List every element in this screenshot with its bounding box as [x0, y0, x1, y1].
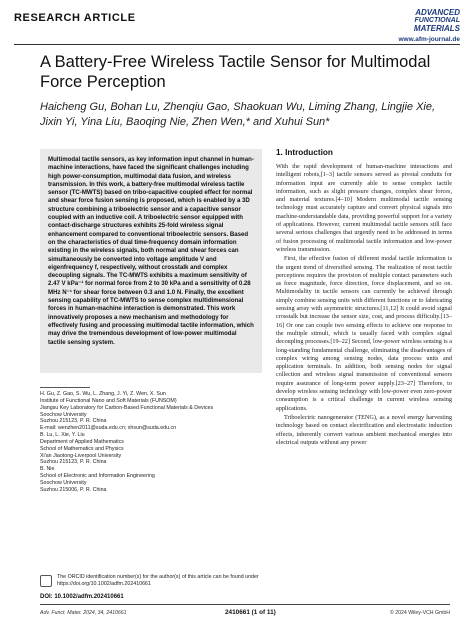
affiliations [40, 391, 265, 494]
doi-line[interactable]: DOI: 10.1002/adfm.202410661 [40, 594, 124, 600]
affiliation-line: Suzhou 215006, P. R. China [40, 486, 107, 493]
article-title: A Battery-Free Wireless Tactile Sensor for Multimodal Force Perception [40, 53, 431, 91]
author-list: Haicheng Gu, Bohan Lu, Zhenqiu Gao, Shaokuan Wu, Liming Zhang, Lingjie Xie, Jixin Yi, Yina Liu, Baoqing Nie, Zhen Wen,* and Xuhui Sun* [40, 101, 436, 128]
journal-url-link[interactable]: www.afm-journal.de [398, 36, 460, 43]
affiliation-line: H. Gu, Z. Gao, S. Wu, L. Zhang, J. Yi, Z. Wen, X. Sun [40, 391, 166, 397]
affiliation-line: Soochow University [40, 411, 87, 418]
affiliation-line: Institute of Functional Nano and Soft Materials (FUNSOM) [40, 397, 177, 404]
orcid-note-text[interactable]: The ORCID identification number(s) for the author(s) of this article can be found under https://doi.org/10.1002/adfm.202410661 [57, 574, 259, 587]
journal-name-line1: ADVANCED [415, 8, 460, 17]
affiliation-line: School of Electronic and Information Engineering [40, 473, 155, 480]
journal-name-line3: MATERIALS [413, 24, 460, 33]
abstract-text: Multimodal tactile sensors, as key information input channel in human-machine interactions, have faced the significant challenges including high power-consumption, multimodal data fusion, and wireless transmission. In this work, a battery-free multimodal wireless tactile sensor (TC-MWTS) based on tribo-capacitive coupled effect for normal and shear force fusion sensing is proposed, which is enabled by a 3D structure combining a triboelectric sensor and a capacitive sensor coupled with an inductive coil. A triboelectric sensor equipped with contact-discharge structures exhibits 25-fold wireless signal enhancement compared to conventional triboelectric sensors. Based on the characteristics of dual time-frequency domain information existing in the wireless signals, both normal and shear forces can simultaneously be converted into voltage amplitude V and eigenfrequency f, respectively, without crosstalk and complex decoupling signals. The TC-MWTS exhibits a maximum sensitivity of 2.47 V kPa⁻¹ for normal force from 2 to 30 kPa and a sensitivity of 0.28 MHz N⁻¹ for shear force between 0.3 and 1.0 N. Finally, the excellent sensing capability of TC-MWTS to sense complex multidimensional forces in human-machine interaction is demonstrated. This work innovatively proposes a new mechanism and methodology for effectively fusing and processing multimodal tactile information, which may drive the tremendous development of low-power multimodal tactile sensing system. [48, 156, 254, 346]
affiliation-line: Suzhou 215123, P. R. China [40, 418, 107, 425]
email-line[interactable]: E-mail: wenzhen2011@suda.edu.cn; xhsun@suda.edu.cn [40, 425, 177, 432]
introduction-section [276, 148, 452, 447]
affiliation-line: Soochow University [40, 479, 87, 486]
orcid-note [40, 574, 265, 588]
article-type-label: RESEARCH ARTICLE [14, 12, 136, 24]
affiliation-line: Jiangsu Key Laboratory for Carbon-Based Functional Materials & Devices [40, 404, 214, 411]
affiliation-line: Department of Applied Mathematics [40, 438, 124, 445]
journal-name-line2: FUNCTIONAL [414, 17, 460, 24]
intro-paragraph-3: Triboelectric nanogenerator (TENG), as a novel energy harvesting technology based on contact electrification and electrostatic induction effects, inherently convert various ambient mechanical energies into electrical outputs without any power [276, 413, 452, 446]
citation-text: Adv. Funct. Mater. 2024, 34, 2410661 [40, 610, 127, 616]
journal-logo[interactable] [398, 8, 460, 43]
affiliation-line: Suzhou 215123, P. R. China [40, 459, 107, 466]
affiliation-divider [40, 387, 90, 388]
affiliation-line: Xi'an Jiaotong-Liverpool University [40, 452, 122, 459]
orcid-icon [40, 575, 52, 587]
page-header [14, 6, 460, 42]
affiliation-line: School of Mathematics and Physics [40, 445, 124, 452]
header-divider [14, 44, 460, 45]
intro-paragraph-2: First, the effective fusion of different modal tactile information is the urgent trend of diversified sensing. The realization of most tactile perceptions requires the provision of multiple contact parameters such as force magnitude, force direction, force displacement, and so on. Multimodality in tactile sensors can currently be achieved through simply combine sensing units with different functions or to fabricating sensing array with asymmetric structures.[11,12] It could avoid signal crosstalk but increase the sensor size, cost, and process difficulty.[13–16] Or one can couple two sensing effects to achieve one response to the multiple stimuli, which is usually faced with complex signal decoupling processes.[19–22] Second, low-power wireless sensing is a long-standing fundamental challenge, eliminating the disadvantages of complex wiring among sensing nodes, data process units and application terminals. In addition, both sensing nodes for signal collection and wireless signal transmission of conventional sensors require assurance of long-term power supply.[23–27] Therefore, to develop wireless sensing technology with low-power even zero-power consumption is a critical challenge in current wireless sensing applications. [276, 255, 452, 412]
copyright-text: © 2024 Wiley-VCH GmbH [389, 610, 450, 616]
affiliation-line: B. Nie [40, 466, 55, 473]
affiliation-line: B. Lu, L. Xie, Y. Liu [40, 432, 85, 439]
section-heading: 1. Introduction [276, 148, 333, 157]
page-footer [40, 604, 450, 616]
page-number: 2410661 (1 of 11) [225, 609, 276, 616]
abstract-box [40, 149, 262, 373]
intro-paragraph-1: With the rapid development of human-machine interactions and intelligent robots,[1–3] tactile sensors served as pivotal conduits for information input are currently able to sense complex tactile information, such as slight pressure changes, complex shear forces, and material textures.[4–10] Modern multimodal tactile sensing technology must accurately capture and convert physical signals into machine-understandable data, providing powerful support for a variety of applications. However, current multimodal tactile sensors still face several serious challenges that urgently need to be addressed in terms of fusion processing of multimodal tactile information and low-power wireless transmission. [276, 163, 452, 253]
